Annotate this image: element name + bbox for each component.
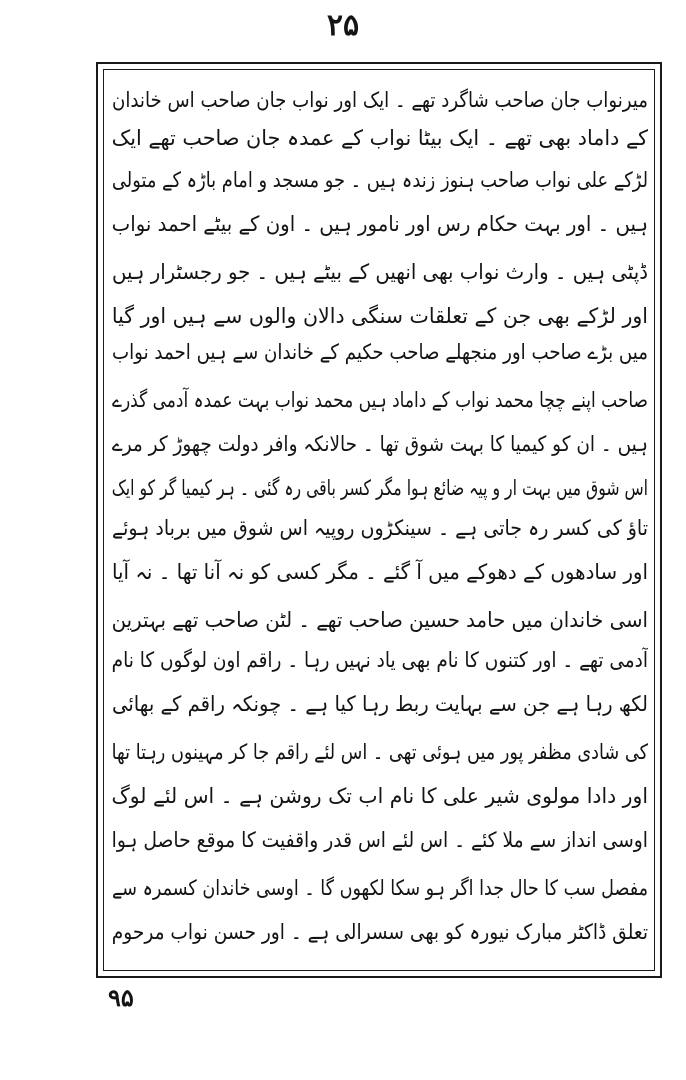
text-line: مفصل سب کا حال جدا اگر ہو سکا لکھوں گا ۔ اوسی خاندان کسمرہ سے <box>112 876 648 900</box>
text-line: اور لڑکے بھی جن کے تعلقات سنگی دالان والوں سے ہیں اور گیا <box>112 304 648 328</box>
text-line: ہیں ۔ اور بہت حکام رس اور نامور ہیں ۔ اون کے بیٹے احمد نواب <box>112 212 648 236</box>
text-line: اور دادا مولوی شیر علی کا نام اب تک روشن ہے ۔ اس لئے لوگ <box>112 784 648 808</box>
text-line: لڑکے علی نواب صاحب ہنوز زندہ ہیں ۔ جو مسجد و امام باڑہ کے متولی <box>112 168 648 192</box>
text-line: ہیں ۔ ان کو کیمیا کا بہت شوق تھا ۔ حالانکہ وافر دولت چھوڑ کر مرے <box>112 432 648 456</box>
text-line: میرنواب جان صاحب شاگرد تھے ۔ ایک اور نواب جان صاحب اس خاندان <box>112 88 648 112</box>
text-line: تعلق ڈاکٹر مبارک نیورہ کو بھی سسرالی ہے ۔ اور حسن نواب مرحوم <box>112 920 648 944</box>
text-line: اسی خاندان میں حامد حسین صاحب تھے ۔ لٹن صاحب تھے بہترین <box>112 608 648 632</box>
text-line: اس شوق میں بہت ار و پیہ ضائع ہوا مگر کسر باقی رہ گئی ۔ ہر کیمیا گر کو ایک <box>112 476 648 500</box>
urdu-text-block <box>112 72 648 962</box>
text-line: اوسی انداز سے ملا کئے ۔ اس لئے اس قدر واقفیت کا موقع حاصل ہوا <box>112 828 648 852</box>
text-line: میں بڑے صاحب اور منجھلے صاحب حکیم کے خاندان سے ہیں احمد نواب <box>112 340 648 364</box>
page-number-bottom: ۹۵ <box>108 983 134 1012</box>
text-line: اور سادھوں کے دھوکے میں آ گئے ۔ مگر کسی کو نہ آنا تھا ۔ نہ آیا <box>112 560 648 584</box>
text-line: آدمی تھے ۔ اور کتنوں کا نام بھی یاد نہیں رہا ۔ راقم اون لوگوں کا نام <box>112 648 648 672</box>
page-number-top: ۲۵ <box>326 8 360 43</box>
text-line: کے داماد بھی تھے ۔ ایک بیٹا نواب کے عمدہ جان صاحب تھے ایک <box>112 126 648 150</box>
text-line: ڈپٹی ہیں ۔ وارث نواب بھی انھیں کے بیٹے ہیں ۔ جو رجسٹرار ہیں <box>112 260 648 284</box>
text-line: تاؤ کی کسر رہ جاتی ہے ۔ سینکڑوں روپیہ اس شوق میں برباد ہوئے <box>112 516 648 540</box>
text-line: صاحب اپنے چچا محمد نواب کے داماد ہیں محمد نواب بہت عمدہ آدمی گذرے <box>112 388 648 412</box>
text-line: لکھ رہا ہے جن سے بہایت ربط رہا کیا ہے ۔ چونکہ راقم کے بھائی <box>112 692 648 716</box>
text-line: کی شادی مظفر پور میں ہوئی تھی ۔ اس لئے راقم جا کر مہینوں رہتا تھا <box>112 740 648 764</box>
